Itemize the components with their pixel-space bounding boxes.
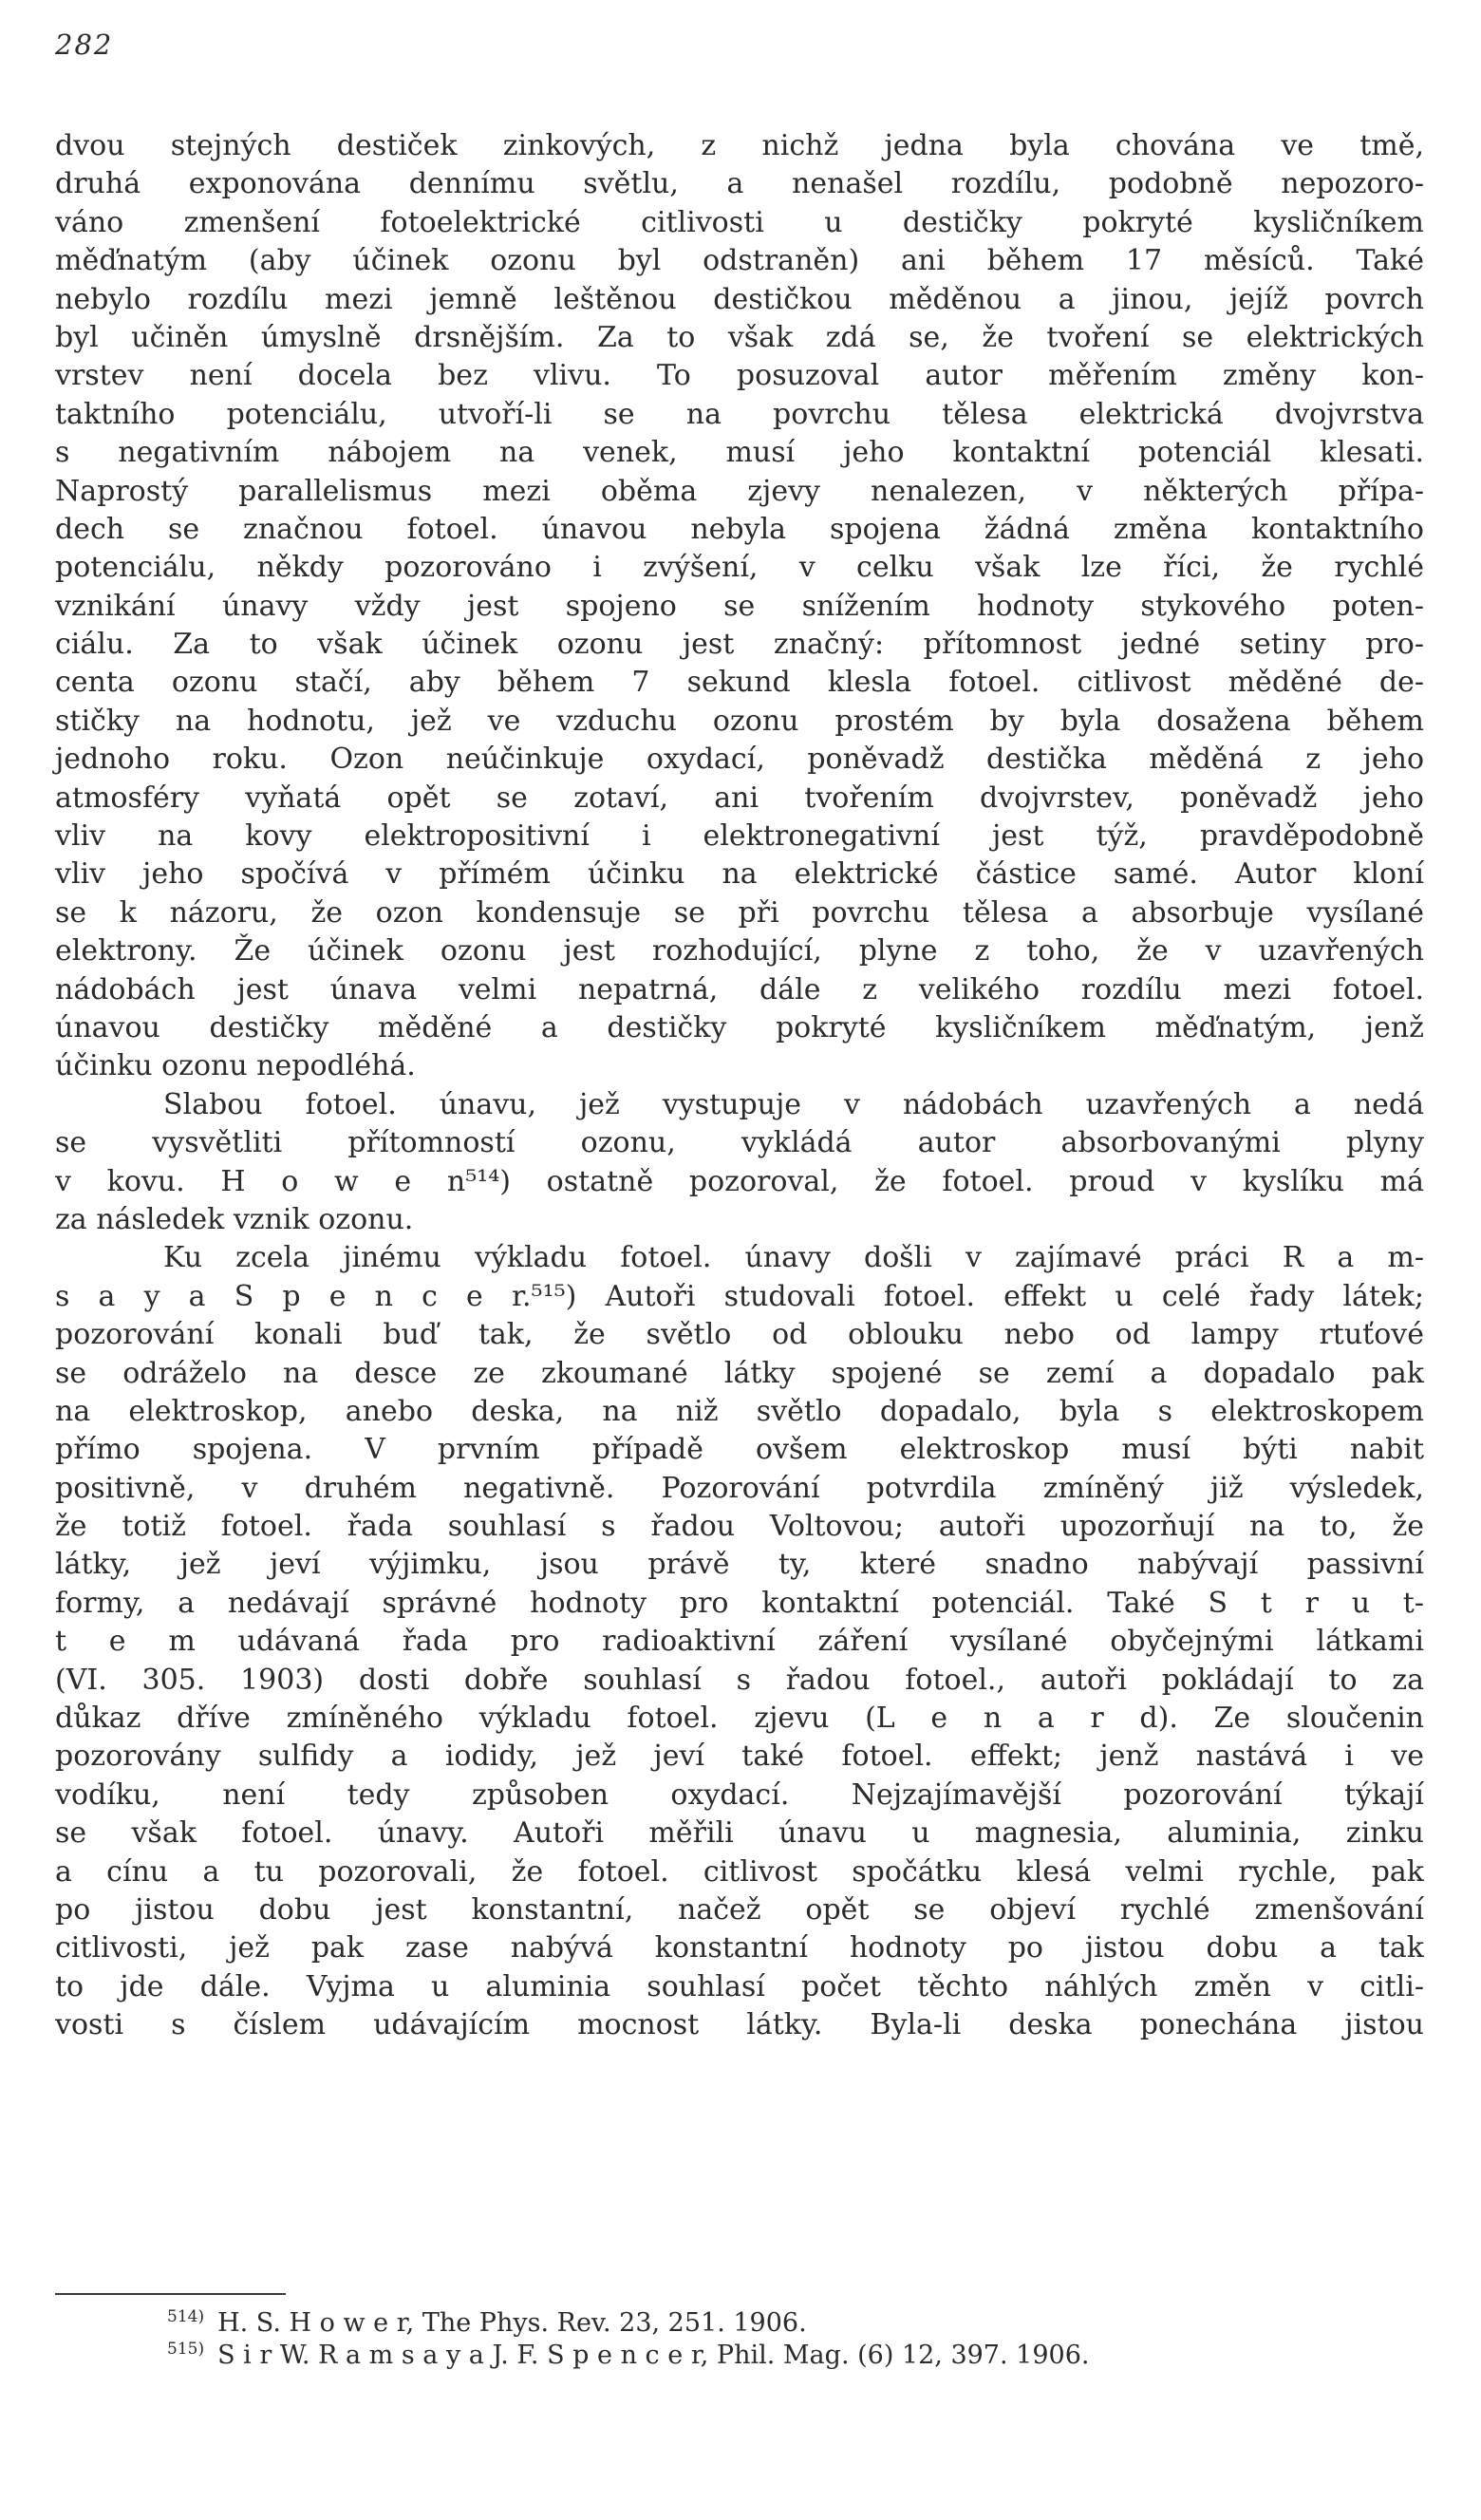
footnote-text: H. S. H o w e r, The Phys. Rev. 23, 251. 1906. bbox=[217, 2308, 807, 2338]
text-line: jednoho roku. Ozon neúčinkuje oxydací, poněvadž destička měděná z jeho bbox=[55, 743, 1424, 777]
text-line: vliv jeho spočívá v přímém účinku na elektrické částice samé. Autor kloní bbox=[55, 857, 1424, 892]
text-line: za následek vznik ozonu. bbox=[55, 1202, 414, 1236]
text-line: nádobách jest únava velmi nepatrná, dále z velikého rozdílu mezi fotoel. bbox=[55, 972, 1424, 1006]
text-line: druhá exponována dennímu světlu, a nenašel rozdílu, podobně nepozoro- bbox=[55, 167, 1424, 201]
text-line: přímo spojena. V prvním případě ovšem elektroskop musí býti nabit bbox=[55, 1433, 1424, 1467]
text-line: potenciálu, někdy pozorováno i zvýšení, v celku však lze říci, že rychlé bbox=[55, 551, 1424, 585]
text-line: vrstev není docela bez vlivu. To posuzoval autor měřením změny kon- bbox=[55, 359, 1424, 393]
text-line: formy, a nedávají správné hodnoty pro kontaktní potenciál. Také S t r u t- bbox=[55, 1586, 1424, 1620]
text-line: centa ozonu stačí, aby během 7 sekund klesla fotoel. citlivost měděné de- bbox=[55, 666, 1424, 700]
text-line: taktního potenciálu, utvoří-li se na povrchu tělesa elektrická dvojvrstva bbox=[55, 397, 1424, 431]
text-line: nebylo rozdílu mezi jemně leštěnou destičkou měděnou a jinou, jejíž povrch bbox=[55, 282, 1424, 316]
text-line: Ku zcela jinému výkladu fotoel. únavy došli v zajímavé práci R a m- bbox=[163, 1241, 1424, 1275]
text-line: (VI. 305. 1903) dosti dobře souhlasí s řadou fotoel., autoři pokládají to za bbox=[55, 1663, 1424, 1697]
text-line: to jde dále. Vyjma u aluminia souhlasí počet těchto náhlých změn v citli- bbox=[55, 1969, 1424, 2003]
text-line: že totiž fotoel. řada souhlasí s řadou Voltovou; autoři upozorňují na to, že bbox=[55, 1510, 1424, 1544]
text-line: důkaz dříve zmíněného výkladu fotoel. zjevu (L e n a r d). Ze sloučenin bbox=[55, 1702, 1424, 1736]
text-line: citlivosti, jež pak zase nabývá konstantní hodnoty po jistou dobu a tak bbox=[55, 1931, 1424, 1965]
text-line: únavou destičky měděné a destičky pokryté kysličníkem měďnatým, jenž bbox=[55, 1010, 1424, 1044]
text-line: vliv na kovy elektropositivní i elektronegativní jest týž, pravděpodobně bbox=[55, 819, 1424, 854]
text-line: ciálu. Za to však účinek ozonu jest značný: přítomnost jedné setiny pro- bbox=[55, 628, 1424, 662]
text-line: pozorování konali buď tak, že světlo od oblouku nebo od lampy rtuťové bbox=[55, 1318, 1424, 1352]
text-line: látky, jež jeví výjimku, jsou právě ty, které snadno nabývají passivní bbox=[55, 1548, 1424, 1582]
text-line: vodíku, není tedy způsoben oxydací. Nejzajímavější pozorování týkají bbox=[55, 1777, 1424, 1812]
text-line: se však fotoel. únavy. Autoři měřili únavu u magnesia, aluminia, zinku bbox=[55, 1816, 1424, 1851]
text-line: t e m udávaná řada pro radioaktivní záření vysílané obyčejnými látkami bbox=[55, 1625, 1424, 1659]
footnote-text: S i r W. R a m s a y a J. F. S p e n c e r, Phil. Mag. (6) 12, 397. 1906. bbox=[217, 2341, 1090, 2370]
text-line: vosti s číslem udávajícím mocnost látky. Byla-li deska ponechána jistou bbox=[55, 2008, 1424, 2042]
text-line: atmosféry vyňatá opět se zotaví, ani tvořením dvojvrstev, poněvadž jeho bbox=[55, 780, 1424, 815]
text-line: váno zmenšení fotoelektrické citlivosti u destičky pokryté kysličníkem bbox=[55, 205, 1424, 239]
text-line: elektrony. Že účinek ozonu jest rozhodující, plyne z toho, že v uzavřených bbox=[55, 934, 1424, 969]
footnote-mark: 514) bbox=[167, 2307, 205, 2326]
footnote-mark: 515) bbox=[167, 2340, 205, 2359]
text-line: Naprostý parallelismus mezi oběma zjevy nenalezen, v některých přípa- bbox=[55, 474, 1424, 508]
text-line: účinku ozonu nepodléhá. bbox=[55, 1049, 416, 1083]
text-line: po jistou dobu jest konstantní, načež opět se objeví rychlé zmenšování bbox=[55, 1892, 1424, 1927]
text-line: dvou stejných destiček zinkových, z nichž jedna byla chována ve tmě, bbox=[55, 129, 1424, 162]
page-number: 282 bbox=[55, 28, 114, 61]
text-line: se odráželo na desce ze zkoumané látky spojené se zemí a dopadalo pak bbox=[55, 1356, 1424, 1390]
text-line: se k názoru, že ozon kondensuje se při povrchu tělesa a absorbuje vysílané bbox=[55, 895, 1424, 930]
text-line: stičky na hodnotu, jež ve vzduchu ozonu prostém by byla dosažena během bbox=[55, 704, 1424, 738]
text-line: a cínu a tu pozorovali, že fotoel. citlivost spočátku klesá velmi rychle, pak bbox=[55, 1854, 1424, 1889]
text-line: byl učiněn úmyslně drsnějším. Za to však zdá se, že tvoření se elektrických bbox=[55, 320, 1424, 354]
text-line: vznikání únavy vždy jest spojeno se snížením hodnoty stykového poten- bbox=[55, 589, 1424, 623]
footnote-divider bbox=[55, 2293, 286, 2295]
text-line: pozorovány sulfidy a iodidy, jež jeví také fotoel. effekt; jenž nastává i ve bbox=[55, 1740, 1424, 1774]
text-line: se vysvětliti přítomností ozonu, vykládá autor absorbovanými plyny bbox=[55, 1126, 1424, 1160]
footnote bbox=[55, 2307, 1424, 2340]
text-line: s a y a S p e n c e r.⁵¹⁵) Autoři studovali fotoel. effekt u celé řady látek; bbox=[55, 1279, 1424, 1313]
text-line: v kovu. H o w e n⁵¹⁴) ostatně pozoroval, že fotoel. proud v kyslíku má bbox=[55, 1164, 1424, 1198]
footnotes bbox=[55, 2307, 1424, 2372]
text-line: na elektroskop, anebo deska, na niž světlo dopadalo, byla s elektroskopem bbox=[55, 1394, 1424, 1428]
body-text bbox=[55, 127, 1424, 2045]
text-line: positivně, v druhém negativně. Pozorování potvrdila zmíněný již výsledek, bbox=[55, 1471, 1424, 1505]
text-line: Slabou fotoel. únavu, jež vystupuje v nádobách uzavřených a nedá bbox=[163, 1087, 1424, 1121]
text-line: dech se značnou fotoel. únavou nebyla spojena žádná změna kontaktního bbox=[55, 512, 1424, 546]
footnote bbox=[55, 2340, 1424, 2372]
text-line: s negativním nábojem na venek, musí jeho kontaktní potenciál klesati. bbox=[55, 436, 1424, 470]
text-line: měďnatým (aby účinek ozonu byl odstraněn) ani během 17 měsíců. Také bbox=[55, 244, 1424, 278]
